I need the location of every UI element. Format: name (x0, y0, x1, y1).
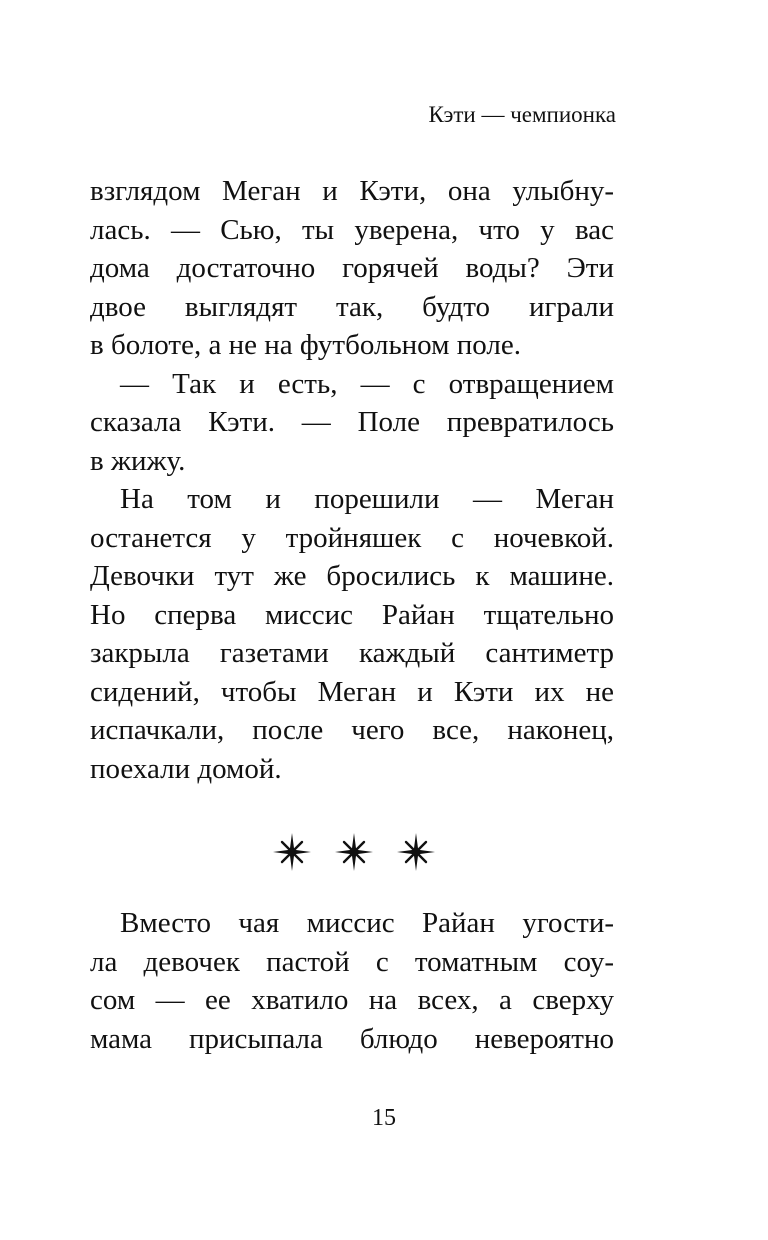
text-line: в болоте, а не на футбольном поле. (90, 329, 521, 361)
text-line: сом — ее хватило на всех, а сверху (90, 984, 614, 1016)
text-line: дома достаточно горячей воды? Эти (90, 252, 614, 284)
text-block-1 (90, 172, 614, 788)
section-separator (272, 832, 436, 872)
text-line: ла девочек пастой с томатным соу- (90, 945, 614, 978)
text-line: в жижу. (90, 444, 186, 477)
text-line: мама присыпала блюдо невероятно (90, 1022, 614, 1055)
text-line: Но сперва миссис Райан тщательно (90, 598, 614, 631)
text-line: поехали домой. (90, 752, 282, 785)
text-line: Вместо чая миссис Райан угости- (120, 907, 614, 939)
running-head: Кэти — чемпионка (428, 102, 616, 127)
four-point-star-icon (272, 832, 312, 872)
text-line: На том и порешили — Меган (120, 483, 614, 515)
text-line: останется у тройняшек с ночевкой. (90, 521, 614, 554)
text-line: — Так и есть, — с отвращением (120, 367, 614, 400)
text-line: сидений, чтобы Меган и Кэти их не (90, 675, 614, 708)
four-point-star-icon (396, 832, 436, 872)
text-line: взглядом Меган и Кэти, она улыбну- (90, 175, 614, 207)
text-line: сказала Кэти. — Поле превратилось (90, 406, 614, 438)
four-point-star-icon (334, 832, 374, 872)
text-line: испачкали, после чего все, наконец, (90, 714, 614, 746)
page-number: 15 (372, 1105, 396, 1131)
text-line: закрыла газетами каждый сантиметр (90, 637, 614, 669)
text-line: двое выглядят так, будто играли (90, 290, 614, 323)
text-line: лась. — Сью, ты уверена, что у вас (90, 213, 614, 246)
text-line: Девочки тут же бросились к машине. (90, 560, 614, 592)
text-block-2 (90, 904, 614, 1058)
